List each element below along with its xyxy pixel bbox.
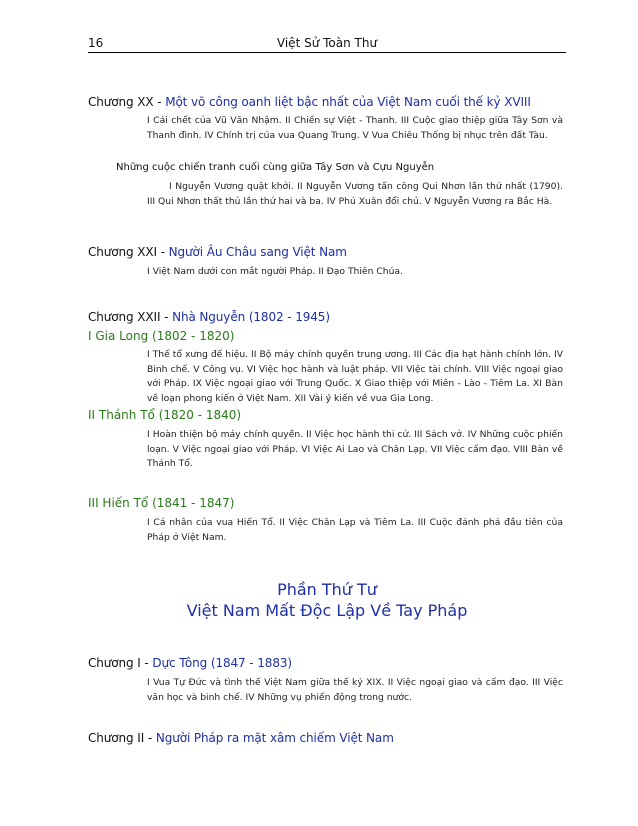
part4-chapter-1-summary: I Vua Tự Đức và tình thế Việt Nam giữa thế kỷ XIX. II Việc ngoại giao và cấm đạo. III Việc văn học và binh chế. IV Những vụ phiến động trong nước.: [147, 677, 563, 703]
part-four-subtitle: Việt Nam Mất Độc Lập Về Tay Pháp: [186, 601, 468, 620]
chapter-title: Nhà Nguyễn (1802 - 1945): [172, 310, 330, 324]
chapter-20-section-heading: Những cuộc chiến tranh cuối cùng giữa Tây Sơn và Cựu Nguyễn: [116, 162, 435, 173]
chapter-title: Người Âu Châu sang Việt Nam: [168, 245, 347, 259]
reign-thanh-to-heading: II Thánh Tổ (1820 - 1840): [88, 408, 242, 422]
chapter-22-heading: [88, 310, 330, 324]
chapter-21-summary: I Việt Nam dưới con mắt người Pháp. II Đạo Thiên Chúa.: [147, 266, 403, 277]
reign-hien-to-summary: I Cá nhân của vua Hiến Tổ. II Việc Chân Lạp và Tiêm La. III Cuộc đánh phá đầu tiên của Pháp ở Việt Nam.: [147, 517, 563, 543]
chapter-label: Chương I -: [88, 656, 149, 670]
chapter-label: Chương II -: [88, 731, 153, 745]
chapter-20-summary: I Cái chết của Vũ Văn Nhậm. II Chiến sự Việt - Thanh. III Cuộc giao thiệp giữa Tây Sơn và Thanh đình. IV Chính trị của vua Quang Trung. V Vua Chiêu Thống bị nhục trên đất Tàu.: [147, 115, 563, 141]
chapter-title: Dực Tông (1847 - 1883): [152, 656, 292, 670]
running-title: Việt Sử Toàn Thư: [276, 36, 378, 50]
chapter-title: Một võ công oanh liệt bậc nhất của Việt Nam cuối thế kỷ XVIII: [165, 95, 531, 109]
chapter-label: Chương XXI -: [88, 245, 165, 259]
header-rule: [88, 52, 566, 53]
chapter-20-heading: [88, 95, 531, 109]
reign-hien-to-heading: III Hiến Tổ (1841 - 1847): [88, 496, 235, 510]
chapter-title: Người Pháp ra mặt xâm chiếm Việt Nam: [155, 731, 394, 745]
chapter-label: Chương XX -: [88, 95, 162, 109]
reign-gia-long-heading: I Gia Long (1802 - 1820): [88, 329, 235, 343]
chapter-21-heading: [88, 245, 347, 259]
chapter-20-section-summary: I Nguyễn Vương quật khởi. II Nguyễn Vương tấn công Qui Nhơn lần thứ nhất (1790). III Qui Nhơn thất thủ lần thứ hai và ba. IV Phú Xuân đổi chủ. V Nguyễn Vương ra Bắc Hà.: [147, 181, 563, 207]
part4-chapter-1-heading: [88, 656, 292, 670]
reign-thanh-to-summary: I Hoàn thiện bộ máy chính quyền. II Việc học hành thi cử. III Sách vở. IV Những cuộc phiến loạn. V Việc ngoại giao với Pháp. VI Việc Ai Lao và Chân Lạp. VII Việc cấm đạo. VIII Bàn về Thánh Tổ.: [147, 429, 563, 469]
part4-chapter-2-heading: [88, 731, 394, 745]
reign-gia-long-summary: I Thế tổ xưng đế hiệu. II Bộ máy chính quyền trung ương. III Các địa hạt hành chính lớn. IV Binh chế. V Công vụ. VI Việc học hành và luật pháp. VII Việc tài chính. VIII Việc ngoại giao với Pháp. IX Việc ngoại giao với Trung Quốc. X Giao thiệp với Miên - Lào - Tiêm La. XI Bàn về loạn phong kiến ở Việt Nam. XII Vài ý kiến về vua Gia Long.: [147, 349, 563, 404]
page-number: 16: [88, 36, 104, 50]
chapter-label: Chương XXII -: [88, 310, 169, 324]
part-four-title: Phần Thứ Tư: [277, 580, 377, 599]
